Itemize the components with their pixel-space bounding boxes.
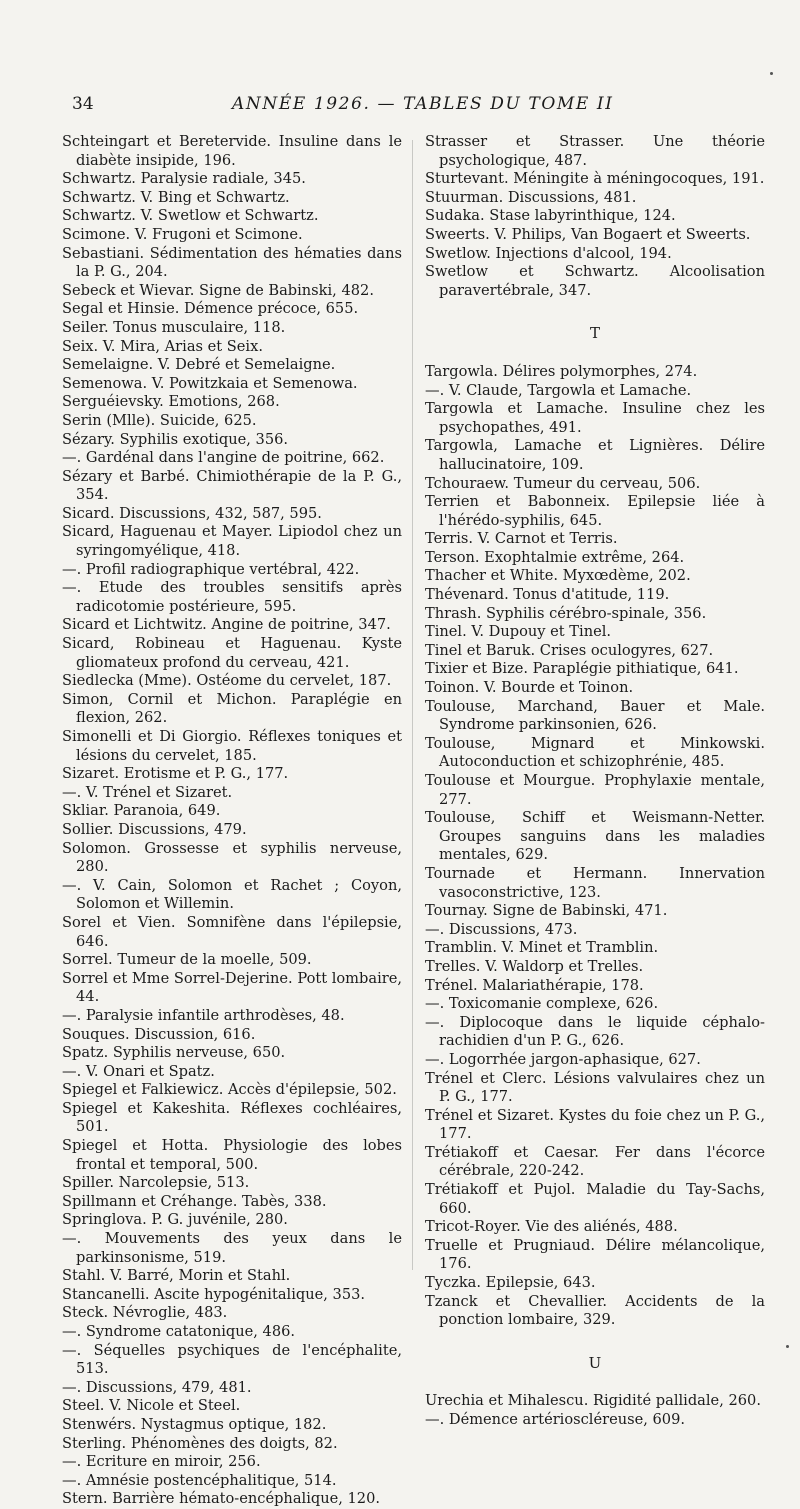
index-entry: Trénel et Clerc. Lésions valvulaires chez un P. G., 177. [425, 1069, 765, 1106]
left-column [62, 133, 402, 1509]
index-entry: Sorrel. Tumeur de la moelle, 509. [62, 951, 312, 969]
index-entry: Tramblin. V. Minet et Tramblin. [425, 939, 659, 957]
index-entry: Springlova. P. G. juvénile, 280. [62, 1211, 288, 1229]
index-entry: —. Discussions, 473. [425, 920, 578, 938]
index-entry: —. Diplocoque dans le liquide céphalo-rachidien d'un P. G., 626. [425, 1013, 765, 1050]
index-entry: Toulouse et Mourgue. Prophylaxie mentale, 277. [425, 772, 765, 808]
index-entry: —. Etude des troubles sensitifs après radicotomie postérieure, 595. [62, 579, 402, 615]
index-entry: —. Syndrome catatonique, 486. [62, 1323, 296, 1340]
index-entry: Trétiakoff et Caesar. Fer dans l'écorce cérébrale, 220-242. [425, 1143, 765, 1180]
index-entry: Stahl. V. Barré, Morin et Stahl. [62, 1267, 291, 1285]
index-entry: —. Démence artérioscléreuse, 609. [425, 1411, 686, 1428]
index-entry: Sicard, Robineau et Haguenau. Kyste gliomateux profond du cerveau, 421. [62, 635, 402, 671]
index-entry: Sebeck et Wievar. Signe de Babinski, 482. [62, 281, 374, 299]
index-entry: Sudaka. Stase labyrinthique, 124. [425, 207, 676, 225]
index-entry: —. V. Claude, Targowla et Lamache. [425, 381, 692, 399]
index-entry: Semelaigne. V. Debré et Semelaigne. [62, 356, 336, 374]
index-entry: Stuurman. Discussions, 481. [425, 188, 637, 206]
index-entry: Scimone. V. Frugoni et Scimone. [62, 225, 303, 243]
u-entries [425, 1392, 765, 1429]
index-entry: —. Discussions, 479, 481. [62, 1378, 252, 1396]
index-entry: —. V. Onari et Spatz. [62, 1062, 215, 1080]
index-entry: Trénel et Sizaret. Kystes du foie chez un P. G., 177. [425, 1106, 766, 1143]
index-entry: Swetlow et Schwartz. Alcoolisation paravertébrale, 347. [425, 263, 765, 299]
index-entry: Swetlow. Injections d'alcool, 194. [425, 244, 672, 262]
index-entry: —. Paralysie infantile arthrodèses, 48. [62, 1006, 345, 1024]
index-entry: Trénel. Malariathérapie, 178. [425, 976, 644, 994]
index-entry: —. Séquelles psychiques de l'encéphalite, 513. [62, 1341, 402, 1378]
index-entry: Urechia et Mihalescu. Rigidité pallidale, 260. [425, 1392, 761, 1410]
index-entry: Schwartz. V. Bing et Schwartz. [62, 188, 290, 206]
index-entry: Targowla et Lamache. Insuline chez les psychopathes, 491. [425, 400, 765, 436]
index-entry: Sézary et Barbé. Chimiothérapie de la P. G., 354. [62, 467, 402, 504]
index-entry: Terson. Exophtalmie extrême, 264. [425, 548, 685, 566]
index-entry: Toulouse, Mignard et Minkowski. Autoconduction et schizophrénie, 485. [425, 734, 765, 771]
index-entry: Spiegel et Kakeshita. Réflexes cochléaires, 501. [62, 1099, 402, 1136]
index-entry: Sturtevant. Méningite à méningocoques, 191. [425, 170, 765, 188]
index-entry: —. Profil radiographique vertébral, 422. [62, 560, 360, 578]
index-entry: Tournay. Signe de Babinski, 471. [425, 902, 668, 920]
index-entry: Simonelli et Di Giorgio. Réflexes toniques et lésions du cervelet, 185. [62, 728, 402, 764]
index-entry: Targowla. Délires polymorphes, 274. [425, 362, 698, 380]
index-entry: Sicard. Discussions, 432, 587, 595. [62, 504, 322, 522]
index-entry: Sebastiani. Sédimentation des hématies dans la P. G., 204. [62, 244, 402, 281]
section-letter-t: T [589, 324, 600, 343]
index-entry: Trelles. V. Waldorp et Trelles. [425, 957, 644, 975]
index-entry: —. Gardénal dans l'angine de poitrine, 662. [62, 449, 385, 467]
index-entry: Tournade et Hermann. Innervation vasoconstrictive, 123. [425, 864, 765, 901]
index-entry: Semenowa. V. Powitzkaia et Semenowa. [62, 374, 358, 392]
index-entry: Thacher et White. Myxœdème, 202. [425, 567, 691, 585]
paper-speck [786, 1345, 789, 1348]
running-title: ANNÉE 1926. — TABLES DU TOME II [232, 94, 614, 114]
page-header [0, 94, 800, 120]
index-entry: Spiller. Narcolepsie, 513. [62, 1174, 250, 1192]
index-entry: Stern. Barrière hémato-encéphalique, 120. [62, 1490, 381, 1508]
index-entry: Sorel et Vien. Somnifène dans l'épilepsie, 646. [62, 913, 402, 950]
section-letter-u: U [588, 1353, 602, 1372]
right-column [425, 133, 765, 1430]
index-entry: Tzanck et Chevallier. Accidents de la ponction lombaire, 329. [425, 1292, 765, 1329]
paper-speck [770, 72, 773, 75]
index-entry: Spiegel et Hotta. Physiologie des lobes frontal et temporal, 500. [62, 1137, 402, 1173]
index-entry: Spatz. Syphilis nerveuse, 650. [62, 1044, 286, 1062]
index-entry: Tricot-Royer. Vie des aliénés, 488. [425, 1218, 678, 1236]
index-entry: Sizaret. Erotisme et P. G., 177. [62, 765, 289, 783]
index-entry: Tchouraew. Tumeur du cerveau, 506. [425, 474, 701, 492]
index-entry: Stancanelli. Ascite hypogénitalique, 353. [62, 1285, 366, 1303]
index-entry: Spiegel et Falkiewicz. Accès d'épilepsie, 502. [62, 1081, 397, 1099]
index-entry: —. V. Trénel et Sizaret. [62, 783, 233, 801]
index-entry: Toinon. V. Bourde et Toinon. [425, 679, 634, 697]
t-entries [425, 363, 765, 1330]
index-entry: Tyczka. Epilepsie, 643. [425, 1274, 596, 1292]
index-entry: —. Mouvements des yeux dans le parkinsonisme, 519. [62, 1230, 402, 1266]
index-entry: Steel. V. Nicole et Steel. [62, 1397, 241, 1415]
index-entry: Sicard et Lichtwitz. Angine de poitrine, 347. [62, 616, 391, 634]
index-entry: Seiler. Tonus musculaire, 118. [62, 318, 286, 336]
index-entry: Tinel. V. Dupouy et Tinel. [425, 623, 612, 641]
index-entry: Spillmann et Créhange. Tabès, 338. [62, 1192, 327, 1210]
index-entry: Trétiakoff et Pujol. Maladie du Tay-Sachs, 660. [425, 1181, 765, 1217]
index-entry: Targowla, Lamache et Lignières. Délire hallucinatoire, 109. [425, 437, 765, 473]
index-entry: —. Ecriture en miroir, 256. [62, 1453, 261, 1471]
index-entry: Skliar. Paranoia, 649. [62, 802, 221, 820]
index-entry: Sterling. Phénomènes des doigts, 82. [62, 1434, 338, 1452]
index-entry: —. V. Cain, Solomon et Rachet ; Coyon, Solomon et Willemin. [62, 876, 402, 913]
index-entry: Strasser et Strasser. Une théorie psychologique, 487. [425, 133, 765, 169]
index-entry: Souques. Discussion, 616. [62, 1025, 256, 1043]
index-entry: Seix. V. Mira, Arias et Seix. [62, 337, 263, 355]
index-entry: Schteingart et Beretervide. Insuline dans le diabète insipide, 196. [62, 133, 402, 169]
index-entry: —. Toxicomanie complexe, 626. [425, 995, 659, 1013]
index-entry: Tinel et Baruk. Crises oculogyres, 627. [425, 641, 714, 659]
index-entry: Toulouse, Schiff et Weismann-Netter. Groupes sanguins dans les maladies mentales, 629. [425, 809, 765, 864]
index-entry: Siedlecka (Mme). Ostéome du cervelet, 187. [62, 672, 392, 690]
index-entry: Simon, Cornil et Michon. Paraplégie en flexion, 262. [62, 690, 402, 727]
index-entry: —. Amnésie postencéphalitique, 514. [62, 1471, 337, 1489]
index-entry: Serin (Mlle). Suicide, 625. [62, 411, 257, 429]
index-entry: Solomon. Grossesse et syphilis nerveuse, 280. [62, 839, 402, 876]
index-entry: Terris. V. Carnot et Terris. [425, 530, 618, 548]
index-entry: Serguéievsky. Emotions, 268. [62, 393, 280, 411]
index-entry: Sollier. Discussions, 479. [62, 820, 247, 838]
index-entry: Stenwérs. Nystagmus optique, 182. [62, 1415, 327, 1433]
index-entry: Sweerts. V. Philips, Van Bogaert et Sweerts. [425, 225, 751, 243]
index-entry: Schwartz. V. Swetlow et Schwartz. [62, 207, 319, 225]
s-entries-continued [425, 133, 765, 300]
index-entry: Sézary. Syphilis exotique, 356. [62, 430, 289, 448]
index-entry: Segal et Hinsie. Démence précoce, 655. [62, 300, 359, 318]
index-entry: —. Logorrhée jargon-aphasique, 627. [425, 1050, 701, 1068]
index-entry: Toulouse, Marchand, Bauer et Male. Syndrome parkinsonien, 626. [425, 697, 765, 734]
index-entry: Sorrel et Mme Sorrel-Dejerine. Pott lombaire, 44. [62, 969, 402, 1006]
index-entry: Sicard, Haguenau et Mayer. Lipiodol chez un syringomyélique, 418. [62, 523, 402, 560]
page-number: 34 [72, 94, 94, 114]
index-entry: Tixier et Bize. Paraplégie pithiatique, 641. [425, 660, 739, 678]
index-entry: Thévenard. Tonus d'atitude, 119. [425, 586, 670, 604]
index-entry: Terrien et Babonneix. Epilepsie liée à l'hérédo-syphilis, 645. [425, 493, 765, 529]
column-divider [412, 140, 413, 1270]
index-entry: Steck. Névroglie, 483. [62, 1304, 228, 1322]
index-entry: Truelle et Prugniaud. Délire mélancolique, 176. [425, 1236, 765, 1273]
index-entry: Schwartz. Paralysie radiale, 345. [62, 170, 306, 188]
index-entry: Thrash. Syphilis cérébro-spinale, 356. [425, 604, 707, 622]
